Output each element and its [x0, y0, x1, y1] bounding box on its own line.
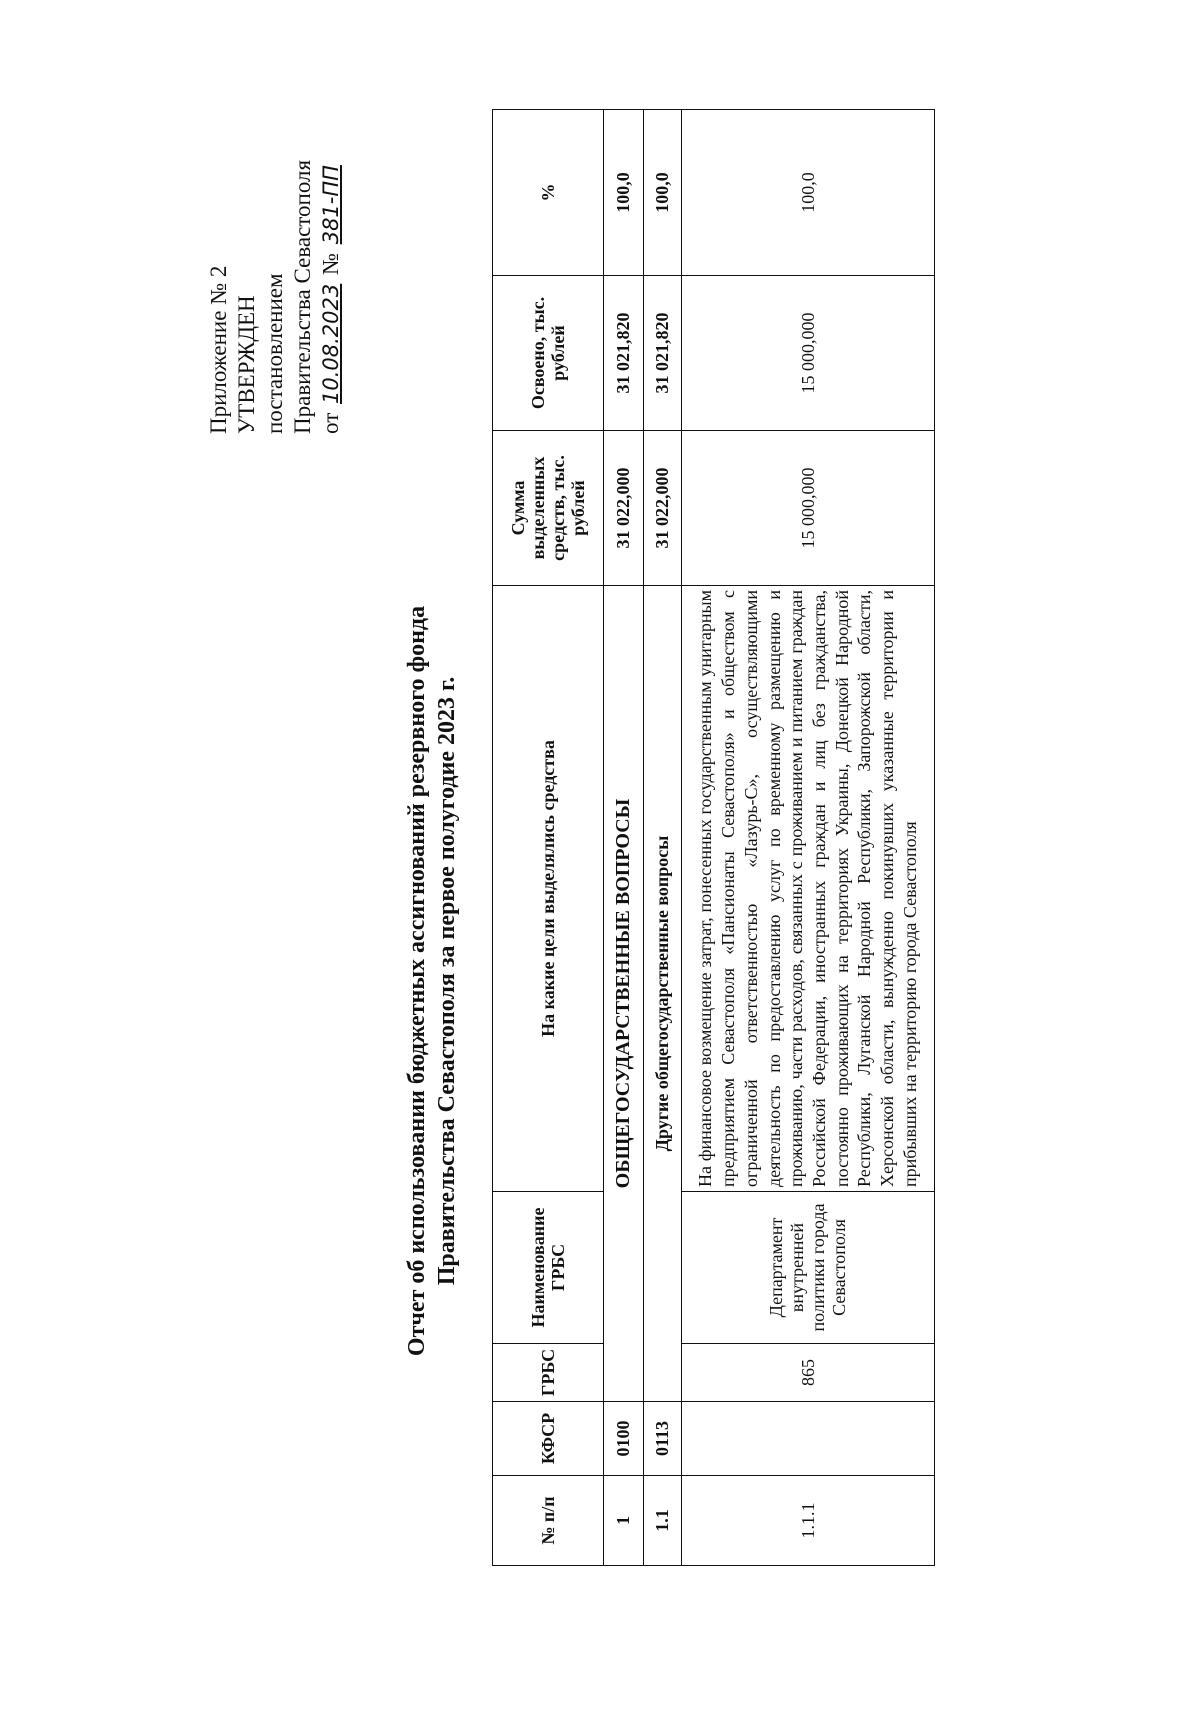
row2-num: 1.1 — [644, 1476, 682, 1566]
row3-kfsr — [682, 1402, 935, 1476]
resolution-label: постановлением — [262, 273, 287, 434]
header-percent: % — [493, 110, 604, 276]
header-allocated: Сумма выделенных средств, тыс. рублей — [493, 431, 604, 586]
report-title — [402, 406, 462, 1556]
handwritten-number: 381-ПП — [319, 165, 343, 245]
row2-kfsr: 0113 — [644, 1402, 682, 1476]
row3-spent: 15 000,000 — [682, 276, 935, 431]
row3-allocated: 15 000,000 — [682, 431, 935, 586]
approved-label: УТВЕРЖДЕН — [234, 295, 259, 434]
row3-purpose: На финансовое возмещение затрат, понесенных государственным унитарным предприятием Севастополя «Пансионаты Севастополя» и обществом с ограниченной ответственностью «Лазурь-С», осуществляющими деятельность по предоставлению услуг по временному размещению и проживанию, части расходов, связанных с проживанием и питанием граждан Российской Федерации, иностранных граждан и лиц без гражданства, постоянно проживающих на территориях Украины, Донецкой Народной Республики, Луганской Народной Республики, Запорожской области, Херсонской области, вынужденно покинувших указанные территории и прибывших на территорию города Севастополя — [682, 586, 935, 1192]
row2-percent: 100,0 — [644, 110, 682, 276]
table-row — [644, 110, 682, 1566]
row1-spent: 31 021,820 — [604, 276, 644, 431]
number-prefix: № — [318, 253, 343, 275]
table-row — [682, 110, 935, 1566]
header-row — [493, 110, 604, 1566]
header-num: № п/п — [493, 1476, 604, 1566]
row1-num: 1 — [604, 1476, 644, 1566]
approval-stamp — [205, 14, 345, 434]
row1-allocated: 31 022,000 — [604, 431, 644, 586]
date-prefix: от — [318, 412, 343, 434]
row3-grbs: 865 — [682, 1344, 935, 1402]
appendix-label: Приложение № 2 — [206, 265, 231, 434]
government-label: Правительства Севастополя — [290, 159, 315, 434]
header-grbs-name: Наименование ГРБС — [493, 1192, 604, 1344]
row3-num: 1.1.1 — [682, 1476, 935, 1566]
date-number-line — [317, 14, 345, 434]
title-line-1: Отчет об использовании бюджетных ассигнований резервного фонда — [404, 605, 430, 1357]
row1-section-title: ОБЩЕГОСУДАРСТВЕННЫЕ ВОПРОСЫ — [604, 586, 644, 1402]
row2-spent: 31 021,820 — [644, 276, 682, 431]
table-row — [604, 110, 644, 1566]
header-kfsr: КФСР — [493, 1402, 604, 1476]
row1-percent: 100,0 — [604, 110, 644, 276]
row2-subsection-title: Другие общегосударственные вопросы — [644, 586, 682, 1402]
report-table — [492, 109, 935, 1566]
header-purpose: На какие цели выделялись средства — [493, 586, 604, 1192]
header-spent: Освоено, тыс. рублей — [493, 276, 604, 431]
row1-kfsr: 0100 — [604, 1402, 644, 1476]
handwritten-date: 10.08.2023 — [319, 283, 343, 404]
row3-percent: 100,0 — [682, 110, 935, 276]
title-line-2: Правительства Севастополя за первое полугодие 2023 г. — [434, 676, 460, 1286]
row3-grbs-name: Департамент внутренней политики города Севастополя — [682, 1192, 935, 1344]
row2-allocated: 31 022,000 — [644, 431, 682, 586]
header-grbs: ГРБС — [493, 1344, 604, 1402]
